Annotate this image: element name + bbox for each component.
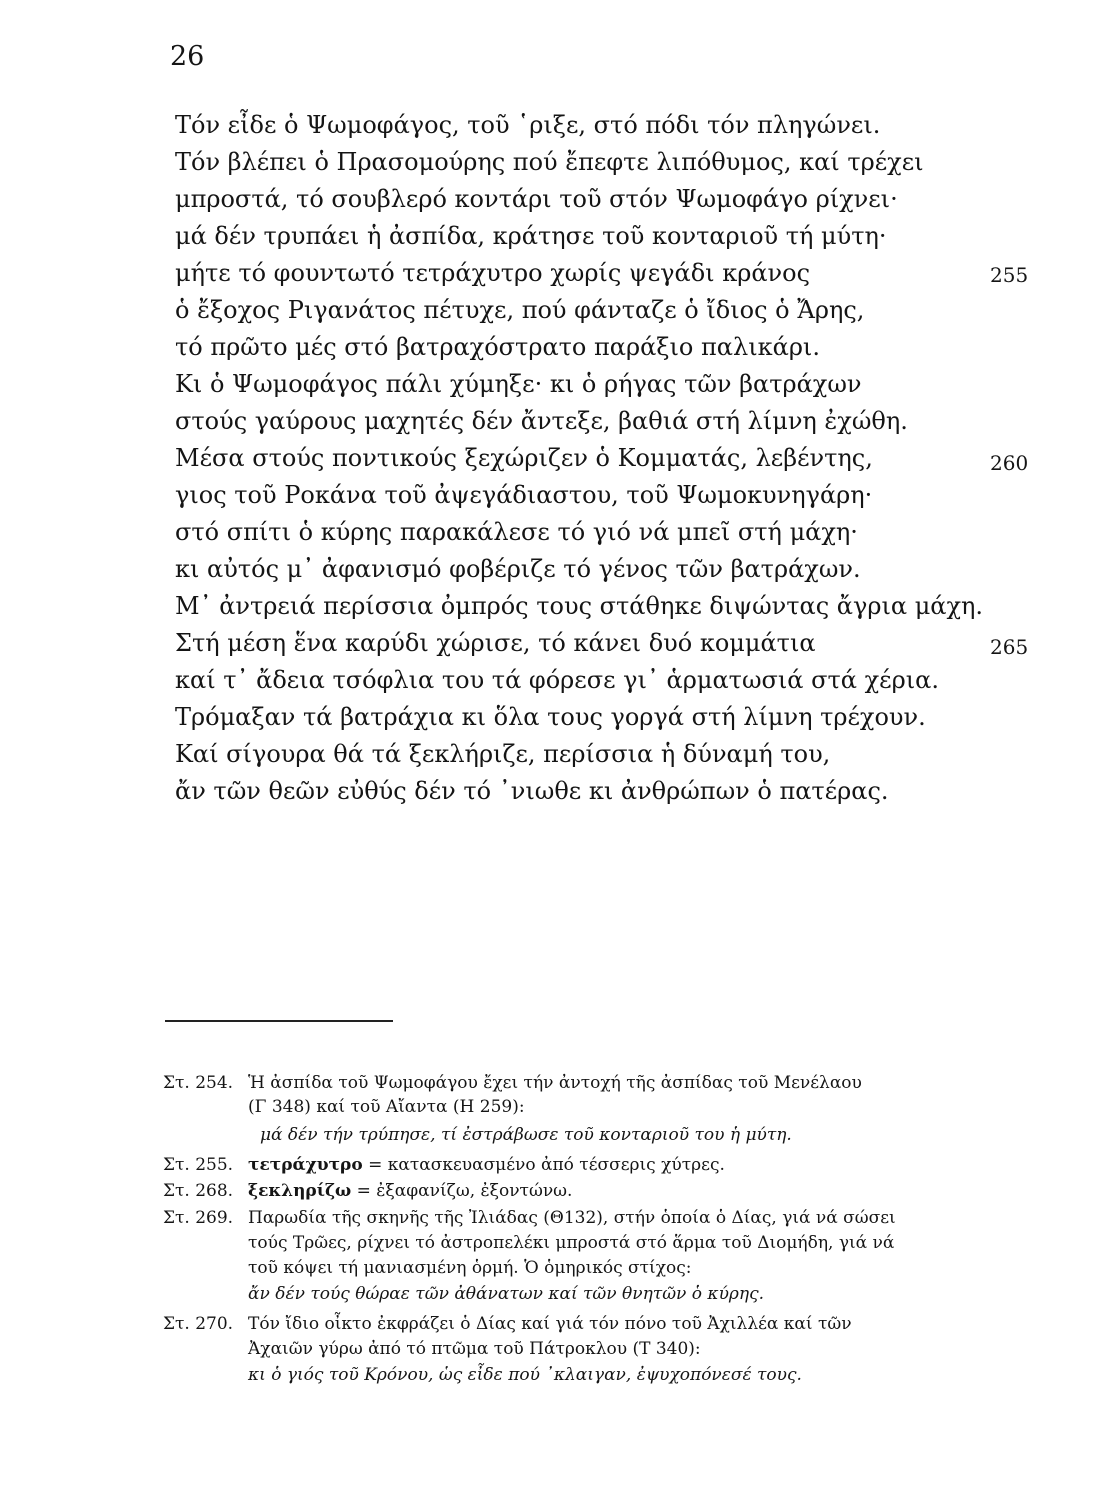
- note-term: τετράχυτρο: [248, 1155, 363, 1175]
- verse-line: Μ᾿ ἀντρειά περίσσια ὀμπρός τους στάθηκε διψώντας ἄγρια μάχη.: [175, 592, 984, 620]
- verse-line: μήτε τό φουντωτό τετράχυτρο χωρίς ψεγάδι κράνος: [175, 259, 811, 287]
- verse-line: ὁ ἔξοχος Ριγανάτος πέτυχε, πού φάνταζε ὁ ἴδιος ὁ Ἄρης,: [175, 296, 865, 324]
- note-label: Στ. 269.: [163, 1208, 234, 1228]
- note-label: Στ. 255.: [163, 1155, 234, 1175]
- note-text: τούς Τρῶες, ρίχνει τό ἀστροπελέκι μπροστά στό ἅρμα τοῦ Διομήδη, γιά νά: [248, 1233, 895, 1253]
- note-text: (Γ 348) καί τοῦ Αἴαντα (Η 259):: [248, 1097, 525, 1117]
- note-text: Ἡ ἀσπίδα τοῦ Ψωμοφάγου ἔχει τήν ἀντοχή τῆς ἀσπίδας τοῦ Μενέλαου: [248, 1073, 862, 1093]
- note-text: Παρωδία τῆς σκηνῆς τῆς Ἰλιάδας (Θ132), στήν ὁποία ὁ Δίας, γιά νά σώσει: [248, 1208, 896, 1228]
- verse-line: μά δέν τρυπάει ἡ ἀσπίδα, κράτησε τοῦ κονταριοῦ τή μύτη·: [175, 222, 887, 250]
- verse-line: στούς γαύρους μαχητές δέν ἄντεξε, βαθιά στή λίμνη ἐχώθη.: [175, 407, 908, 435]
- note-text: Ἀχαιῶν γύρω ἀπό τό πτῶμα τοῦ Πάτροκλου (Τ 340):: [248, 1339, 701, 1359]
- note-definition: [248, 1180, 572, 1202]
- verse-line: Κι ὁ Ψωμοφάγος πάλι χύμηξε· κι ὁ ρήγας τῶν βατράχων: [175, 370, 862, 398]
- note-quote: κι ὁ γιός τοῦ Κρόνου, ὡς εἶδε πού ᾿κλαιγαν, ἐψυχοπόνεσέ τους.: [248, 1365, 802, 1385]
- verse-line: καί τ᾿ ἄδεια τσόφλια του τά φόρεσε γι᾿ ἁρματωσιά στά χέρια.: [175, 666, 939, 694]
- verse-line: Καί σίγουρα θά τά ξεκλήριζε, περίσσια ἡ δύναμή του,: [175, 740, 831, 768]
- verse-line: κι αὐτός μ᾿ ἀφανισμό φοβέριζε τό γένος τῶν βατράχων.: [175, 555, 861, 583]
- note-text: τοῦ κόψει τή μανιασμένη ὁρμή. Ὁ ὁμηρικός στίχος:: [248, 1258, 692, 1278]
- note-label: Στ. 270.: [163, 1314, 234, 1334]
- note-label: Στ. 268.: [163, 1181, 234, 1201]
- note-term: ξεκληρίζω: [248, 1181, 352, 1201]
- note-definition: [248, 1154, 725, 1176]
- line-number: 265: [990, 635, 1029, 659]
- note-label: Στ. 254.: [163, 1073, 234, 1093]
- verse-line: ἄν τῶν θεῶν εὐθύς δέν τό ᾿νιωθε κι ἀνθρώπων ὁ πατέρας.: [175, 777, 889, 805]
- note-quote: μά δέν τήν τρύπησε, τί ἐστράβωσε τοῦ κονταριοῦ του ἡ μύτη.: [260, 1125, 792, 1145]
- verse-line: στό σπίτι ὁ κύρης παρακάλεσε τό γιό νά μπεῖ στή μάχη·: [175, 518, 858, 546]
- verse-line: Τρόμαξαν τά βατράχια κι ὅλα τους γοργά στή λίμνη τρέχουν.: [175, 703, 926, 731]
- note-text: Τόν ἴδιο οἶκτο ἐκφράζει ὁ Δίας καί γιά τόν πόνο τοῦ Ἀχιλλέα καί τῶν: [248, 1314, 852, 1334]
- verse-line: Τόν βλέπει ὁ Πρασομούρης πού ἔπεφτε λιπόθυμος, καί τρέχει: [175, 148, 924, 176]
- page-number: 26: [170, 41, 205, 72]
- verse-line: Μέσα στούς ποντικούς ξεχώριζεν ὁ Κομματάς, λεβέντης,: [175, 444, 873, 472]
- note-quote: ἄν δέν τούς θώραε τῶν ἀθάνατων καί τῶν θνητῶν ὁ κύρης.: [248, 1284, 765, 1304]
- line-number: 260: [990, 451, 1029, 475]
- line-number: 255: [990, 263, 1029, 287]
- verse-line: τό πρῶτο μές στό βατραχόστρατο παράξιο παλικάρι.: [175, 333, 820, 361]
- verse-line: Τόν εἶδε ὁ Ψωμοφάγος, τοῦ ῾ριξε, στό πόδι τόν πληγώνει.: [175, 111, 881, 139]
- verse-line: γιος τοῦ Ροκάνα τοῦ ἀψεγάδιαστου, τοῦ Ψωμοκυνηγάρη·: [175, 481, 873, 509]
- verse-line: Στή μέση ἕνα καρύδι χώρισε, τό κάνει δυό κομμάτια: [175, 629, 816, 657]
- note-def-text: = ἐξαφανίζω, ἐξοντώνω.: [356, 1181, 573, 1201]
- note-def-text: = κατασκευασμένο ἀπό τέσσερις χύτρες.: [368, 1155, 725, 1175]
- footnote-separator: [165, 1020, 393, 1022]
- verse-line: μπροστά, τό σουβλερό κοντάρι τοῦ στόν Ψωμοφάγο ρίχνει·: [175, 185, 898, 213]
